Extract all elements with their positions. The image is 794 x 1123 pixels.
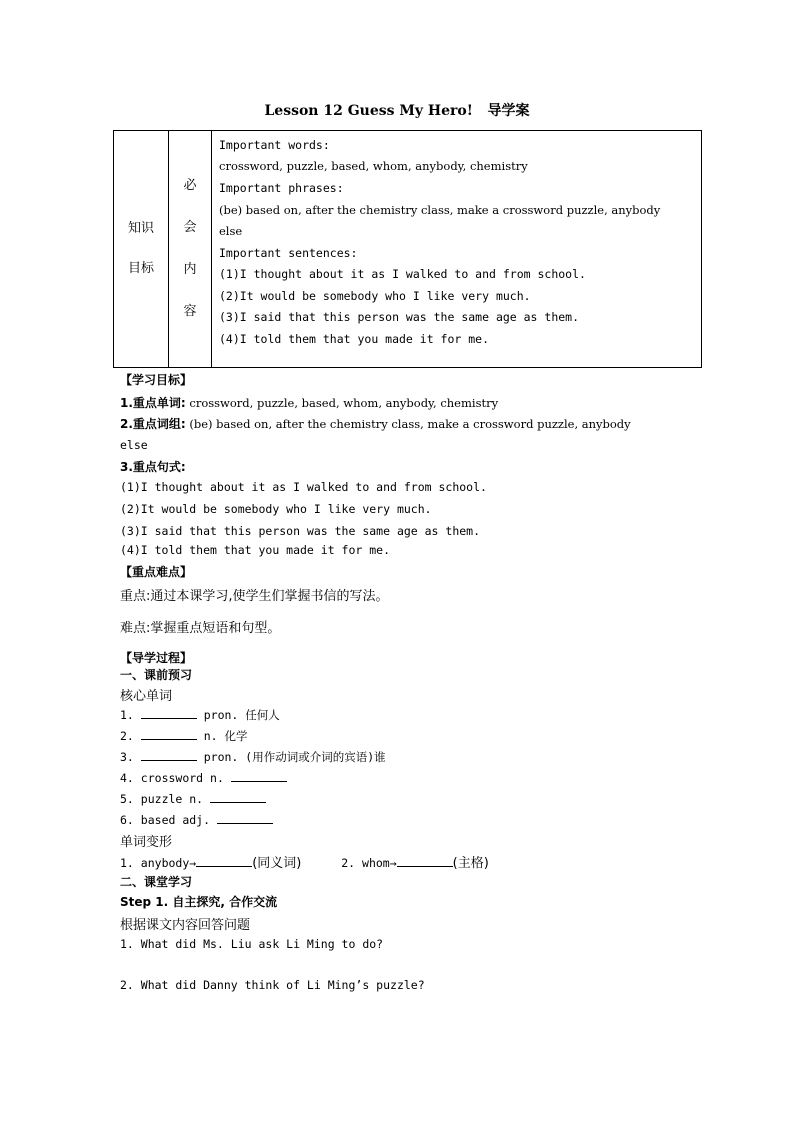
table-line: else [219,224,243,238]
answer-blank[interactable] [217,812,273,824]
table-line: (1)I thought about it as I walked to and from school. [219,267,586,281]
table-line: (3)I said that this person was the same age as them. [219,310,580,324]
answer-blank[interactable] [231,770,287,782]
key-phrases-cont: else [120,438,148,452]
must-char-1: 必 [183,178,197,193]
class-title: 二、课堂学习 [120,875,193,889]
hard-point: 难点:掌握重点短语和句型。 [120,621,281,636]
goal-label: 目标 [127,261,154,276]
key-phrases-line [120,415,631,432]
core-item: 1. pron. 任何人 [120,708,280,722]
key-phrases: (be) based on, after the chemistry class, make a crossword puzzle, anybody [189,417,631,431]
must-char-3: 内 [183,262,197,277]
key-sentence: (2)It would be somebody who I like very much. [120,502,432,516]
table-line: (be) based on, after the chemistry class, make a crossword puzzle, anybody [219,203,661,217]
preview-title: 一、课前预习 [120,668,193,682]
core-item: 4. crossword n. [120,770,287,785]
answer-blank[interactable] [210,791,266,803]
core-item: 3. pron. (用作动词或介词的宾语)谁 [120,750,386,764]
key-sentence: (3)I said that this person was the same age as them. [120,524,481,538]
core-item: 6. based adj. [120,812,273,827]
question: 2. What did Danny think of Li Ming’s puzzle? [120,978,425,992]
process-header: 【导学过程】 [120,651,193,665]
answer-blank[interactable] [141,728,197,740]
answer-blank[interactable] [397,855,453,867]
answer-blank[interactable] [141,707,197,719]
key-sentence: (4)I told them that you made it for me. [120,543,391,557]
knowledge-table [113,130,702,368]
content-cell [212,131,702,368]
key-sentences-label: 3.重点句式: [120,460,186,474]
answer-blank[interactable] [141,749,197,761]
table-line: Important phrases: [219,181,344,195]
must-know-cell [169,131,212,368]
table-line: Important words: [219,138,330,152]
table-line: (4)I told them that you made it for me. [219,332,490,346]
question: 1. What did Ms. Liu ask Li Ming to do? [120,937,384,951]
must-char-4: 容 [183,304,197,319]
must-char-2: 会 [183,220,197,235]
transform-line: 1. anybody→ (同义词) 2. whom→ (主格) [120,856,489,871]
table-line: Important sentences: [219,246,358,260]
goals-header: 【学习目标】 [120,373,193,387]
core-words-title: 核心单词 [120,689,173,704]
knowledge-label: 知识 [127,221,154,236]
table-line: (2)It would be somebody who I like very much. [219,289,531,303]
key-phrases-label: 2.重点词组: [120,417,186,431]
knowledge-goal-cell [114,131,169,368]
page-title: Lesson 12 Guess My Hero! 导学案 [264,103,530,119]
difficulty-header: 【重点难点】 [120,565,193,579]
key-words: crossword, puzzle, based, whom, anybody, chemistry [189,396,499,410]
key-words-line [120,394,498,411]
key-point: 重点:通过本课学习,使学生们掌握书信的写法。 [120,589,389,604]
answer-blank[interactable] [196,855,252,867]
step-1: Step 1. 自主探究, 合作交流 [120,895,278,909]
key-sentence: (1)I thought about it as I walked to and from school. [120,480,487,494]
core-item: 5. puzzle n. [120,791,266,806]
transform-title: 单词变形 [120,835,173,850]
core-item: 2. n. 化学 [120,729,248,743]
answer-title: 根据课文内容回答问题 [120,918,251,933]
key-words-label: 1.重点单词: [120,396,186,410]
table-line: crossword, puzzle, based, whom, anybody, chemistry [219,159,528,173]
